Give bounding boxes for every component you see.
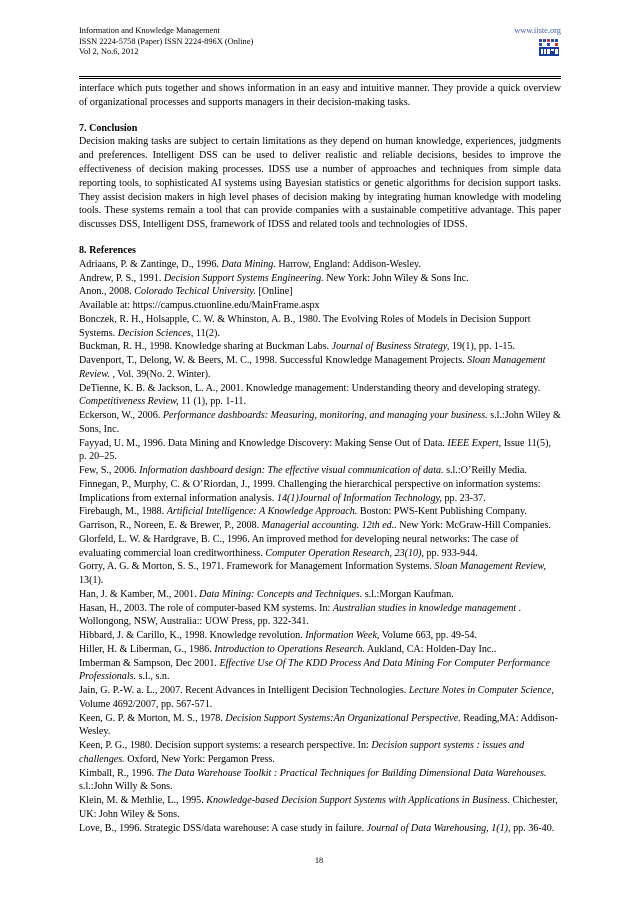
reference-title: Decision Sciences, — [117, 327, 194, 339]
reference-text: Hibbard, J. & Carillo, K., 1998. Knowledge revolution. — [79, 630, 306, 642]
reference-text: Buckman, R. H., 1998. Knowledge sharing at Buckman Labs. — [79, 341, 332, 353]
reference-text: Davenport, T., Delong, W. & Beers, M. C., 1998. Successful Knowledge Management Projects. — [79, 355, 468, 367]
reference-details: pp. 36-40. — [510, 822, 555, 834]
page-header — [79, 26, 561, 74]
reference-entry — [79, 560, 561, 588]
reference-title: Decision Support Systems:An Organizational Perspective. — [225, 712, 461, 724]
reference-title: The Data Warehouse Toolkit : Practical Techniques for Building Dimensional Data Warehouses. — [156, 767, 547, 779]
journal-name: Information and Knowledge Management — [79, 26, 220, 35]
references-heading: 8. References — [79, 244, 136, 256]
reference-text: Keen, P. G., 1980. Decision support systems: a research perspective. In: — [79, 740, 372, 752]
reference-entry — [79, 533, 561, 561]
reference-details: New York: McGraw-Hill Companies. — [396, 520, 551, 532]
reference-details: Oxford, New York: Pergamon Press. — [124, 753, 275, 765]
reference-title: IEEE Expert, — [447, 437, 502, 449]
reference-title: Journal of Data Warehousing, 1(1), — [366, 822, 511, 834]
reference-entry — [79, 382, 561, 410]
reference-entry — [79, 643, 561, 657]
header-rule-thin — [79, 76, 561, 77]
reference-details: 11(2). — [193, 327, 220, 339]
reference-details: Issue 11(5), p. 20–25. — [79, 437, 551, 463]
reference-list — [79, 258, 561, 836]
reference-text: Klein, M. & Methlie, L., 1995. — [79, 795, 207, 807]
reference-details: Volume 4692/2007, pp. 567-571. — [79, 698, 213, 710]
reference-entry — [79, 285, 561, 299]
reference-text: Anon., 2008. — [79, 286, 135, 298]
reference-details: s.l.:Morgan Kaufman. — [362, 588, 454, 600]
reference-title: Colorado Techical University. — [134, 286, 256, 298]
reference-text: Han, J. & Kamber, M., 2001. — [79, 588, 200, 600]
reference-text: Adriaans, P. & Zantinge, D., 1996. — [79, 258, 222, 270]
conclusion-heading: 7. Conclusion — [79, 122, 138, 134]
reference-text: Imberman & Sampson, Dec 2001. — [79, 657, 220, 669]
reference-entry — [79, 822, 561, 836]
reference-entry — [79, 602, 561, 630]
reference-entry — [79, 478, 561, 506]
reference-entry — [79, 684, 561, 712]
reference-details: New York: John Wiley & Sons Inc. — [323, 272, 469, 284]
reference-title: Sloan Management Review. , — [79, 355, 546, 380]
reference-title: Introduction to Operations Research. — [214, 643, 365, 655]
reference-details: s.l.:John Willy & Sons. — [79, 781, 173, 793]
iiste-logo-icon — [538, 38, 560, 58]
reference-details: pp. 23-37. — [441, 492, 486, 504]
reference-title: Artificial Intelligence: A Knowledge Approach. — [166, 506, 358, 518]
reference-text: Garrison, R., Noreen, E. & Brewer, P., 2008. — [79, 520, 262, 532]
reference-details: Reading,MA: Addison-Wesley. — [79, 712, 559, 738]
reference-text: Jain, G. P.-W. a. L., 2007. Recent Advances in Intelligent Decision Technologies. — [79, 685, 409, 697]
reference-text: Hasan, H., 2003. The role of computer-based KM systems. In: — [79, 602, 333, 614]
reference-title: Information Week, — [305, 630, 380, 642]
reference-title: Data Mining. — [221, 258, 276, 270]
conclusion-paragraph: Decision making tasks are subject to certain limitations as they depend on human knowledge, experiences, judgments and preferences. Intelligent DSS can be used to deliver realistic and reliable decisions, besides to improve the effectiveness of decision making processes. IDSS use a number of approaches and techniques from simple data reporting tools, to sophisticated AI systems using Bayesian statistics or genetic algorithms for decision support tasks. They assist decision makers in high level phases of decision making by integrating human knowledge with modeling tools. These systems remain a tool that can provide companies with a sustainable competitive advantage. This paper discusses DSS, Intelligent DSS, framework of IDSS and related tools and technologies of IDSS. — [79, 136, 561, 231]
reference-details: s.l., s.n. — [136, 671, 170, 683]
reference-text: Few, S., 2006. — [79, 465, 140, 477]
reference-details: pp. 933-944. — [423, 547, 478, 559]
reference-entry — [79, 767, 561, 795]
reference-title: Competitiveness Review, — [79, 396, 179, 408]
reference-details: 11 (1), pp. 1-11. — [178, 396, 246, 408]
reference-details: Boston: PWS-Kent Publishing Company. — [357, 506, 527, 518]
reference-entry — [79, 272, 561, 286]
reference-text: Available at: https://campus.ctuonline.edu/MainFrame.aspx — [79, 300, 320, 312]
reference-text: Hiller, H. & Liberman, G., 1986. — [79, 643, 215, 655]
reference-details: Aukland, CA: Holden-Day Inc.. — [364, 643, 497, 655]
reference-details: Harrow, England: Addison-Wesley. — [275, 258, 421, 270]
reference-text: Kimball, R., 1996. — [79, 767, 157, 779]
reference-title: Data Mining: Concepts and Techniques. — [199, 588, 363, 600]
journal-url[interactable]: www.iiste.org — [514, 26, 561, 35]
reference-entry — [79, 505, 561, 519]
reference-entry — [79, 739, 561, 767]
reference-details: Wollongong, NSW, Australia:: UOW Press, pp. 322-341. — [79, 616, 309, 628]
reference-entry — [79, 258, 561, 272]
reference-entry — [79, 409, 561, 437]
intro-paragraph: interface which puts together and shows information in an easy and intuitive manner. They provide a quick overview of organizational processes and supports managers in their decision-making tasks. — [79, 83, 561, 108]
reference-details: Chichester, UK: John Wiley & Sons. — [79, 795, 558, 820]
reference-title: 14(1)Journal of Information Technology, — [276, 492, 442, 504]
reference-details: Volume 663, pp. 49-54. — [379, 630, 477, 642]
reference-details: s.l.:John Wiley & Sons, Inc. — [79, 410, 561, 435]
reference-details: 19(1), pp. 1-15. — [449, 341, 515, 353]
reference-title: Sloan Management Review, — [434, 561, 547, 573]
reference-text: Eckerson, W., 2006. — [79, 410, 163, 422]
reference-entry — [79, 712, 561, 740]
reference-text: Andrew, P. S., 1991. — [79, 272, 164, 284]
reference-entry — [79, 794, 561, 822]
reference-details: 13(1). — [79, 575, 104, 587]
reference-text: Keen, G. P. & Morton, M. S., 1978. — [79, 712, 226, 724]
page-content — [79, 82, 561, 835]
reference-text: Love, B., 1996. Strategic DSS/data warehouse: A case study in failure. — [79, 822, 367, 834]
reference-text: Finnegan, P., Murphy, C. & O’Riordan, J., 1999. Challenging the hierarchical perspective on information systems: Implications from external information analysis. — [79, 478, 541, 504]
reference-title: Decision Support Systems Engineering. — [163, 272, 324, 284]
reference-title: Performance dashboards: Measuring, monitoring, and managing your business. — [162, 410, 488, 422]
reference-entry — [79, 340, 561, 354]
reference-text: Gorry, A. G. & Morton, S. S., 1971. Framework for Management Information Systems. — [79, 561, 435, 573]
reference-entry — [79, 657, 561, 685]
reference-text: Bonczek, R. H., Holsapple, C. W. & Whinston, A. B., 1980. The Evolving Roles of Models in Decision Support Systems. — [79, 313, 531, 339]
reference-details: Vol. 39(No. 2. Winter). — [114, 368, 211, 380]
reference-title: Computer Operation Research, 23(10), — [265, 547, 424, 559]
header-rule-thick — [79, 78, 561, 79]
reference-title: Effective Use Of The KDD Process And Data Mining For Computer Performance Professionals. — [79, 657, 550, 683]
reference-title: Managerial accounting. 12th ed.. — [261, 520, 397, 532]
reference-details: [Online] — [255, 286, 293, 298]
reference-title: Information dashboard design: The effective visual communication of data. — [139, 465, 444, 477]
reference-entry — [79, 299, 561, 313]
reference-text: Firebaugh, M., 1988. — [79, 506, 167, 518]
reference-entry — [79, 588, 561, 602]
reference-entry — [79, 519, 561, 533]
reference-entry — [79, 313, 561, 341]
reference-text: Fayyad, U. M., 1996. Data Mining and Knowledge Discovery: Making Sense Out of Data. — [79, 437, 448, 449]
reference-entry — [79, 629, 561, 643]
reference-title: Lecture Notes in Computer Science, — [408, 685, 554, 697]
reference-title: Decision support systems : issues and challenges. — [79, 740, 525, 765]
issn-line: ISSN 2224-5758 (Paper) ISSN 2224-896X (Online) — [79, 36, 254, 46]
reference-title: Journal of Business Strategy, — [331, 341, 450, 353]
reference-text: Glorfeld, L. W. & Hardgrave, B. C., 1996. An improved method for developing neural networks: The case of evaluating commercial loan creditworthiness. — [79, 533, 519, 559]
reference-entry — [79, 437, 561, 465]
reference-entry — [79, 354, 561, 382]
reference-details: s.l.:O’Reilly Media. — [443, 465, 527, 477]
reference-entry — [79, 464, 561, 478]
reference-title: Australian studies in knowledge management . — [332, 602, 522, 614]
reference-text: DeTienne, K. B. & Jackson, L. A., 2001. Knowledge management: Understanding theory and developing strategy. — [79, 382, 541, 394]
page-number: 18 — [314, 856, 324, 865]
volume-line: Vol 2, No.6, 2012 — [79, 47, 139, 56]
reference-title: Knowledge-based Decision Support Systems with Applications in Business. — [206, 795, 511, 807]
